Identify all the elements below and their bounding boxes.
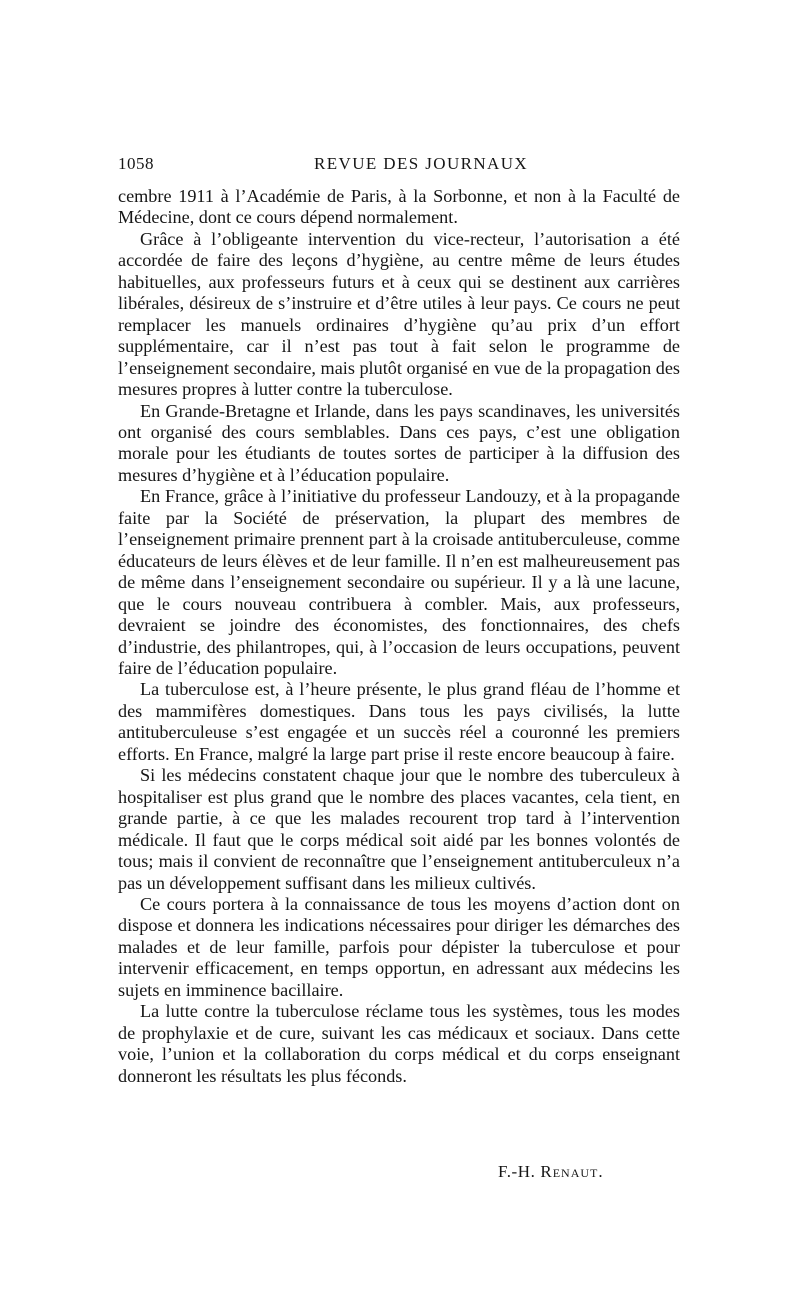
author-surname: Renaut. (540, 1162, 604, 1181)
paragraph-great-britain: En Grande-Bretagne et Irlande, dans les pays scandinaves, les universités ont organisé des cours semblables. Dans ces pays, c’est une obligation morale pour les étudiants de toutes sortes de participer à la diffusion des mesures d’hygiène et à l’éducation populaire. (118, 400, 680, 485)
page-number: 1058 (118, 154, 154, 173)
paragraph-course-aims: Ce cours portera à la connaissance de tous les moyens d’action dont on dispose et donnera les indications nécessaires pour diriger les démarches des malades et de leur famille, parfois pour dépister la tuberculose et pour intervenir efficacement, en temps opportun, en adressant aux médecins les sujets en imminence bacillaire. (118, 893, 680, 1000)
article-body (118, 186, 680, 1087)
author-initials: F.-H. (498, 1162, 536, 1181)
author-signature (498, 1162, 604, 1182)
paragraph-france: En France, grâce à l’initiative du professeur Landouzy, et à la propagande faite par la Société de préservation, la plupart des membres de l’enseignement primaire prennent part à la croisade antituberculeuse, comme éducateurs de leurs élèves et de leur famille. Il n’en est malheureusement pas de même dans l’enseignement secondaire ou supérieur. Il y a là une lacune, que le cours nouveau contribuera à combler. Mais, aux professeurs, devraient se joindre des économistes, des fonctionnaires, des chefs d’industrie, des philantropes, qui, à l’occasion de leurs occupations, peuvent faire de l’éducation populaire. (118, 486, 680, 678)
paragraph-continuation: cembre 1911 à l’Académie de Paris, à la Sorbonne, et non à la Faculté de Médecine, dont ce cours dépend normalement. (118, 186, 680, 228)
paragraph-hygiene-lessons: Grâce à l’obligeante intervention du vice-recteur, l’autorisation a été accordée de faire des leçons d’hygiène, au centre même de leurs études habituelles, aux professeurs futurs et à ceux qui se destinent aux carrières libérales, désireux de s’instruire et d’être utiles à leur pays. Ce cours ne peut remplacer les manuels ordinaires d’hygiène qu’au prix d’un effort supplémentaire, car il n’est pas tout à fait selon le programme de l’enseignement secondaire, mais plutôt organisé en vue de la propagation des mesures propres à lutter contre la tuberculose. (118, 228, 680, 400)
running-head (118, 154, 680, 178)
journal-title: REVUE DES JOURNAUX (314, 154, 529, 173)
paragraph-conclusion: La lutte contre la tuberculose réclame tous les systèmes, tous les modes de prophylaxie et de cure, suivant les cas médicaux et sociaux. Dans cette voie, l’union et la collaboration du corps médical et du corps enseignant donneront les résultats les plus féconds. (118, 1001, 680, 1086)
paragraph-physicians: Si les médecins constatent chaque jour que le nombre des tuberculeux à hospitaliser est plus grand que le nombre des places vacantes, cela tient, en grande partie, à ce que les malades recourent trop tard à l’intervention médicale. Il faut que le corps médical soit aidé par les bonnes volontés de tous; mais il convient de reconnaître que l’enseignement antituberculeux n’a pas un développement suffisant dans les milieux cultivés. (118, 765, 680, 893)
paragraph-tuberculosis-scourge: La tuberculose est, à l’heure présente, le plus grand fléau de l’homme et des mammifères domestiques. Dans tous les pays civilisés, la lutte antituberculeuse s’est engagée et un succès réel a couronné les premiers efforts. En France, malgré la large part prise il reste encore beaucoup à faire. (118, 679, 680, 764)
